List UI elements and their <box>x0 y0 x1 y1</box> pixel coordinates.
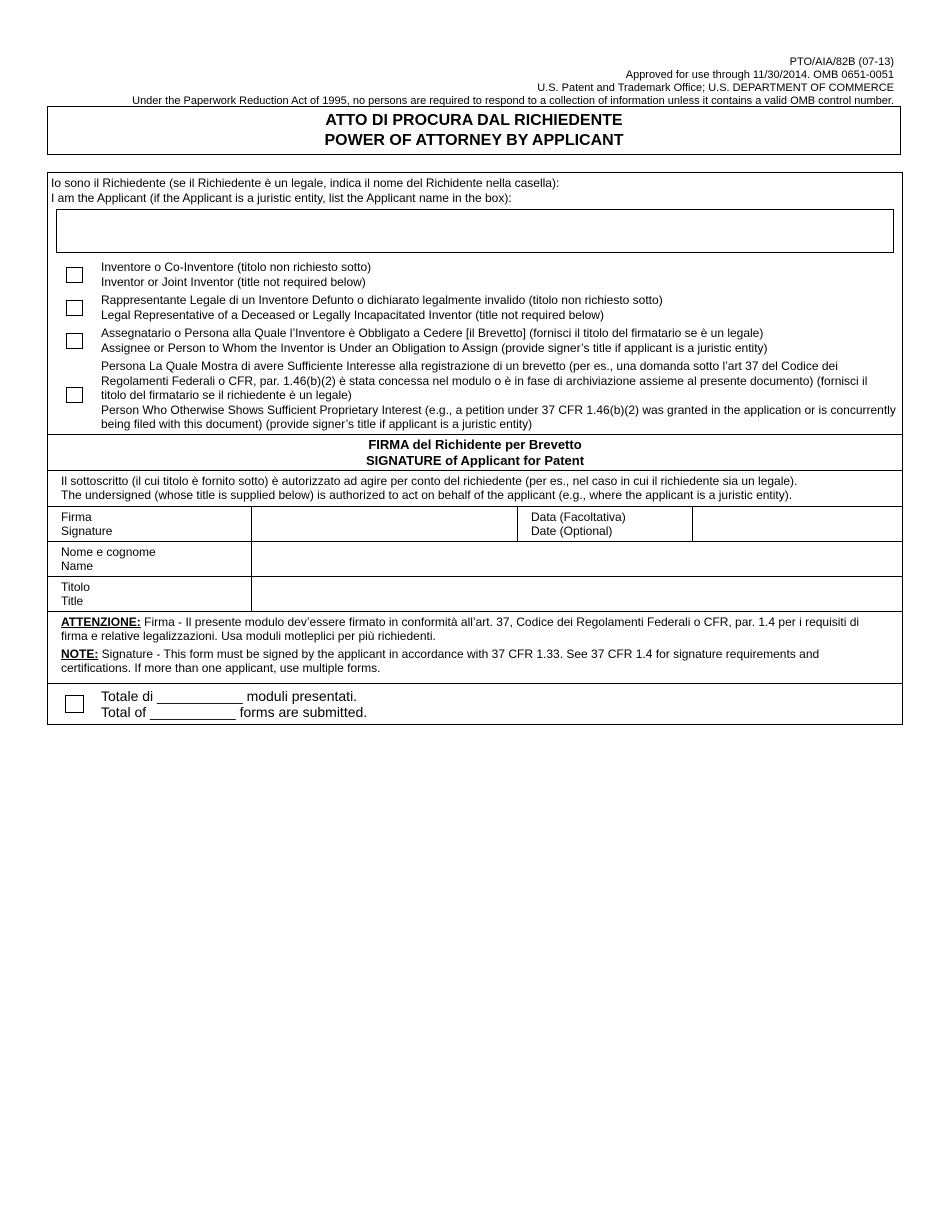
authorization-italian: Il sottoscritto (il cui titolo è fornito sotto) è autorizzato ad agire per conto del richiedente (per es., nel caso in cui il richiedente sia un legale). <box>61 473 798 488</box>
signature-section-heading <box>48 434 902 470</box>
option-label-italian: Inventore o Co-Inventore (titolo non richiesto sotto) <box>101 260 372 274</box>
name-row <box>48 541 902 576</box>
assignee-checkbox[interactable] <box>66 333 83 349</box>
english-note <box>61 647 889 676</box>
title-italian: ATTO DI PROCURA DAL RICHIEDENTE <box>325 112 623 129</box>
option-label-italian: Assegnatario o Persona alla Quale l’Inventore è Obbligato a Cedere [il Brevetto] (fornisci il titolo del firmatario se è un legale) <box>101 326 764 340</box>
signature-label-english: Signature <box>61 524 113 538</box>
title-label <box>48 577 252 611</box>
total-forms-row <box>48 683 902 724</box>
option-label-italian: Persona La Quale Mostra di avere Sufficiente Interesse alla registrazione di un brevetto (per es., una domanda sotto l’art 37 del Codice dei Regolamenti Federali o CFR, par. 1.46(b)(2) è stata concessa nel modulo o è in fase di archiviazione assieme al presente documento) (fornisci il titolo del firmatario se il richiedente è un legale) <box>101 359 868 402</box>
option-label-english: Assignee or Person to Whom the Inventor is Under an Obligation to Assign (provide signer’s title if applicant is a juristic entity) <box>101 340 768 355</box>
signature-field[interactable] <box>252 507 518 541</box>
approval-line: Approved for use through 11/30/2014. OMB 0651-0051 <box>625 69 894 81</box>
note-label: NOTE: <box>61 646 99 661</box>
option-inventor <box>48 258 902 291</box>
legal-representative-checkbox[interactable] <box>66 300 83 316</box>
notes-section <box>48 611 902 683</box>
total-english: Total of ___________ forms are submitted. <box>101 703 368 720</box>
title-english: POWER OF ATTORNEY BY APPLICANT <box>324 132 624 149</box>
office-line: U.S. Patent and Trademark Office; U.S. DEPARTMENT OF COMMERCE <box>537 82 894 94</box>
authorization-statement <box>48 470 902 506</box>
name-label <box>48 542 252 576</box>
applicant-name-input[interactable] <box>56 209 894 253</box>
title-row <box>48 576 902 611</box>
option-legal-representative <box>48 291 902 324</box>
attention-label: ATTENZIONE: <box>61 614 141 629</box>
attention-text: Firma - Il presente modulo dev’essere firmato in conformità all’art. 37, Codice dei Regolamenti Federali o CFR, par. 1.4 per i requisiti di firma e relative legalizzazioni. Usa moduli motleplici per più richiedenti. <box>61 614 860 643</box>
form-header <box>54 56 894 108</box>
title-label-italian: Titolo <box>61 579 90 594</box>
date-label-english: Date (Optional) <box>531 524 613 538</box>
title-field[interactable] <box>252 577 902 611</box>
signature-label <box>48 507 252 541</box>
option-proprietary-interest <box>48 357 902 434</box>
note-text: Signature - This form must be signed by the applicant in accordance with 37 CFR 1.33. See 37 CFR 1.4 for signature requirements and certifications. If more than one applicant, use multiple forms. <box>61 646 820 675</box>
name-label-italian: Nome e cognome <box>61 544 156 559</box>
intro-italian: Io sono il Richiedente (se il Richiedente è un legale, indica il nome del Richidente nella casella): <box>51 176 560 190</box>
total-italian: Totale di ___________ moduli presentati. <box>101 687 358 704</box>
proprietary-interest-checkbox[interactable] <box>66 387 83 403</box>
form-id: PTO/AIA/82B (07-13) <box>789 56 894 68</box>
signature-heading-italian: FIRMA del Richidente per Brevetto <box>368 436 582 452</box>
signature-heading-english: SIGNATURE of Applicant for Patent <box>365 452 585 468</box>
date-label-italian: Data (Facoltativa) <box>531 509 626 524</box>
authorization-english: The undersigned (whose title is supplied below) is authorized to act on behalf of the applicant (e.g., where the applicant is a juristic entity). <box>61 488 793 502</box>
inventor-checkbox[interactable] <box>66 267 83 283</box>
option-assignee <box>48 324 902 357</box>
paperwork-notice: Under the Paperwork Reduction Act of 1995, no persons are required to respond to a collection of information unless it contains a valid OMB control number. <box>132 95 894 107</box>
date-label <box>518 507 693 541</box>
option-label-italian: Rappresentante Legale di un Inventore Defunto o dichiarato legalmente invalido (titolo non richiesto sotto) <box>101 293 663 307</box>
intro-english: I am the Applicant (if the Applicant is a juristic entity, list the Applicant name in the box): <box>51 190 512 205</box>
signature-label-italian: Firma <box>61 509 92 524</box>
signature-row <box>48 506 902 541</box>
option-label-english: Inventor or Joint Inventor (title not required below) <box>101 274 366 289</box>
form-body <box>47 172 903 725</box>
applicant-intro <box>48 173 902 207</box>
option-label-english: Legal Representative of a Deceased or Legally Incapacitated Inventor (title not required below) <box>101 307 604 322</box>
form-title <box>47 106 901 155</box>
total-forms-checkbox[interactable] <box>65 695 84 713</box>
date-field[interactable] <box>693 507 902 541</box>
name-label-english: Name <box>61 559 94 573</box>
attention-note <box>61 615 889 644</box>
option-label-english: Person Who Otherwise Shows Sufficient Proprietary Interest (e.g., a petition under 37 CFR 1.46(b)(2) was granted in the application or is concurrently being filed with this document) (provide signer’s title if applicant is a juristic entity) <box>101 402 896 431</box>
name-field[interactable] <box>252 542 902 576</box>
title-label-english: Title <box>61 594 84 608</box>
